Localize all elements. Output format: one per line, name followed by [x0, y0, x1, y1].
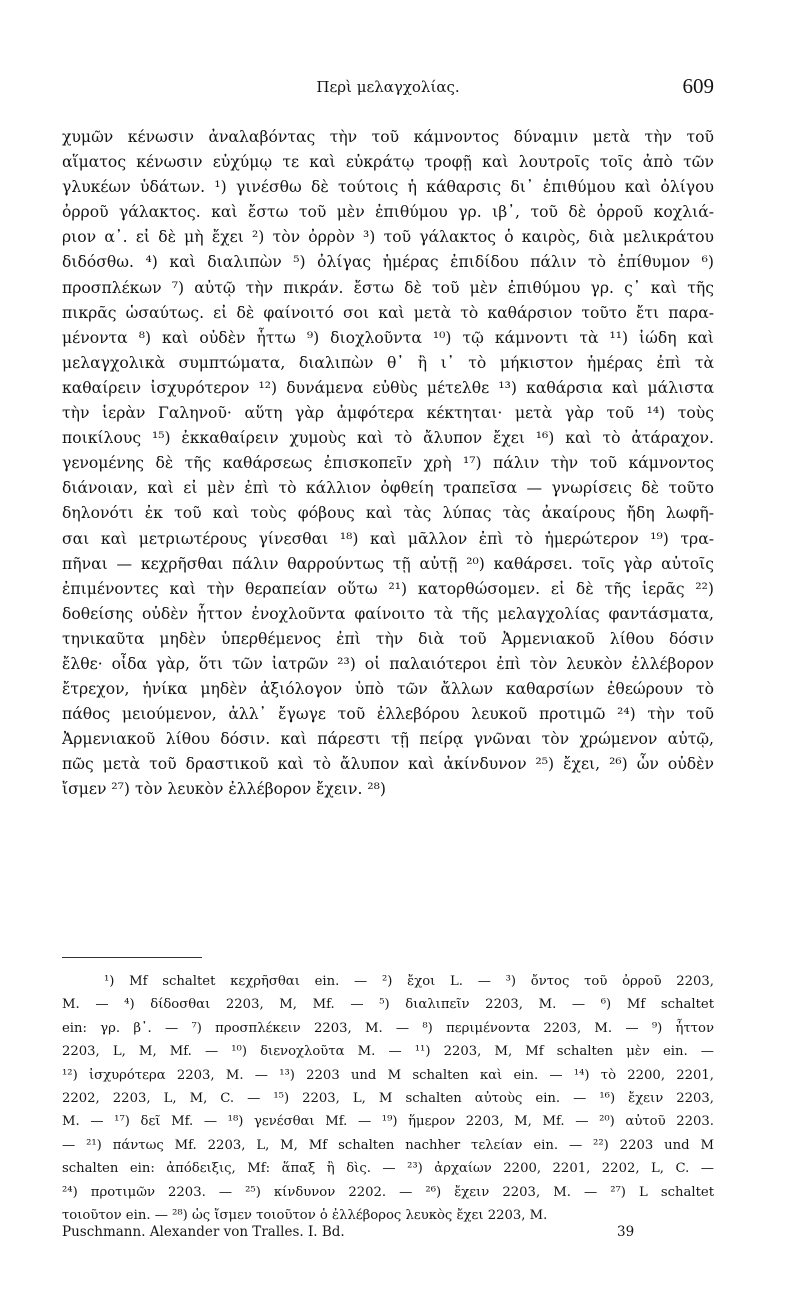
text-line: ἐπιμένοντες καὶ τὴν θεραπείαν οὕτω ²¹) κατορθώσομεν. εἰ δὲ τῆς ἱερᾶς ²²): [62, 579, 714, 598]
text-line: Ἀρμενιακοῦ λίθου δόσιν. καὶ πάρεστι τῇ πείρᾳ γνῶναι τὸν χρώμενον αὐτῷ,: [62, 730, 714, 749]
footnote-rule: [62, 957, 202, 958]
footnote-line: schalten ein: ἀπόδειξις, Mf: ἅπαξ ἢ δὶς. — ²³) ἀρχαίων 2200, 2201, 2202, L, C. —: [62, 1161, 714, 1177]
footnote-line: — ²¹) πάντως Mf. 2203, L, M, Mf schalten nachher τελείαν ein. — ²²) 2203 und M: [62, 1137, 714, 1153]
text-line: γλυκέων ὑδάτων. ¹) γινέσθω δὲ τούτοις ἡ κάθαρσις δι᾽ ἐπιθύμου καὶ ὀλίγου: [62, 178, 714, 197]
text-line: αἵματος κένωσιν εὐχύμῳ τε καὶ εὐκράτῳ τροφῇ καὶ λουτροῖς τοῖς ἀπὸ τῶν: [62, 153, 714, 172]
text-line: ποικίλους ¹⁵) ἐκκαθαίρειν χυμοὺς καὶ τὸ ἄλυπον ἔχει ¹⁶) καὶ τὸ ἀτάραχον.: [62, 429, 714, 448]
footnote-line: ein: γρ. β᾽. — ⁷) προσπλέκειν 2203, M. — ⁸) περιμένοντα 2203, M. — ⁹) ἧττον: [62, 1020, 714, 1036]
signature-number: 39: [617, 1224, 635, 1240]
text-line: πικρᾶς ὡσαύτως. εἰ δὲ φαίνοιτό σοι καὶ μετὰ τὸ καθάρσιον τοῦτο ἔτι παρα-: [62, 303, 714, 322]
text-line: σαι καὶ μετριωτέρους γίνεσθαι ¹⁸) καὶ μᾶλλον ἐπὶ τὸ ἡμερώτερον ¹⁹) τρα-: [62, 529, 714, 548]
text-line: μένοντα ⁸) καὶ οὐδὲν ἧττω ⁹) διοχλοῦντα ¹⁰) τῷ κάμνοντι τὰ ¹¹) ἰώδη καὶ: [62, 328, 714, 347]
main-text: [62, 125, 714, 803]
text-line: ἔτρεχον, ἡνίκα μηδὲν ἀξιόλογον ὑπὸ τῶν ἄλλων καθαρσίων ἐθεώρουν τὸ: [62, 680, 714, 699]
text-line: δηλονότι ἐκ τοῦ καὶ τοὺς φόβους καὶ τὰς λύπας τὰς ἀκαίρους ἤδη λωφῆ-: [62, 504, 714, 523]
text-line: διάνοιαν, καὶ εἰ μὲν ἐπὶ τὸ κάλλιον ὀφθείη τραπεῖσα — γνωρίσεις δὲ τοῦτο: [62, 479, 714, 498]
text-line: διδόσθω. ⁴) καὶ διαλιπὼν ⁵) ὀλίγας ἡμέρας ἐπιδίδου πάλιν τὸ ἐπίθυμον ⁶): [62, 253, 714, 272]
text-line: πῆναι — κεχρῆσθαι πάλιν θαρρούντως τῇ αὐτῇ ²⁰) καθάρσει. τοῖς γὰρ αὐτοῖς: [62, 554, 714, 573]
text-line: ὀρροῦ γάλακτος. καὶ ἔστω τοῦ μὲν ἐπιθύμου γρ. ιβ᾽, τοῦ δὲ ὀρροῦ κοχλιά-: [62, 203, 714, 222]
footnote-line: ¹) Mf schaltet κεχρῆσθαι ein. — ²) ἔχοι L. — ³) ὄντος τοῦ ὀρροῦ 2203,: [104, 974, 714, 989]
footnote-line: τοιοῦτον ein. — ²⁸) ὡς ἴσμεν τοιοῦτον ὁ ἐλλέβορος λευκὸς ἔχει 2203, M.: [62, 1207, 548, 1223]
footnote-line: 2203, L, M, Mf. — ¹⁰) διενοχλοῦτα M. — ¹¹) 2203, M, Mf schalten μὲν ein. —: [62, 1044, 714, 1060]
text-line: τηνικαῦτα μηδὲν ὑπερθέμενος ἐπὶ τὴν διὰ τοῦ Ἀρμενιακοῦ λίθου δόσιν: [62, 629, 714, 648]
text-line: τὴν ἱερὰν Γαληνοῦ· αὕτη γὰρ ἀμφότερα κέκτηται· μετὰ γὰρ τοῦ ¹⁴) τοὺς: [62, 404, 714, 423]
text-line: ριον α᾽. εἰ δὲ μὴ ἔχει ²) τὸν ὀρρὸν ³) τοῦ γάλακτος ὁ καιρὸς, διὰ μελικράτου: [62, 228, 714, 247]
page-number: 609: [682, 74, 714, 98]
text-line: δοθείσης οὐδὲν ἧττον ἐνοχλοῦντα φαίνοιτο τὰ τῆς μελαγχολίας φαντάσματα,: [62, 604, 714, 623]
footnote-line: M. — ¹⁷) δεῖ Mf. — ¹⁸) γενέσθαι Mf. — ¹⁹) ἥμερον 2203, M, Mf. — ²⁰) αὐτοῦ 2203.: [62, 1114, 714, 1130]
text-line: καθαίρειν ἰσχυρότερον ¹²) δυνάμενα εὐθὺς μέτελθε ¹³) καθάρσια καὶ μάλιστα: [62, 378, 714, 397]
text-line: πῶς μετὰ τοῦ δραστικοῦ καὶ τὸ ἄλυπον καὶ ἀκίνδυνον ²⁵) ἔχει, ²⁶) ὧν οὐδὲν: [62, 755, 714, 774]
text-line: μελαγχολικὰ συμπτώματα, διαλιπὼν θ᾽ ἢ ι᾽ τὸ μήκιστον ἡμέρας ἐπὶ τὰ: [62, 353, 714, 372]
running-head: [62, 74, 714, 104]
footnotes: [62, 970, 714, 1227]
text-line: προσπλέκων ⁷) αὐτῷ τὴν πικράν. ἔστω δὲ τοῦ μὲν ἐπιθύμου γρ. ς᾽ καὶ τῆς: [62, 278, 714, 297]
text-line: γενομένης δὲ τῆς καθάρσεως ἐπισκοπεῖν χρὴ ¹⁷) πάλιν τὴν τοῦ κάμνοντος: [62, 454, 714, 473]
text-line: πάθος μειούμενον, ἀλλ᾽ ἔγωγε τοῦ ἐλλεβόρου λευκοῦ προτιμῶ ²⁴) τὴν τοῦ: [62, 705, 714, 724]
footnote-line: M. — ⁴) δίδοσθαι 2203, M, Mf. — ⁵) διαλιπεῖν 2203, M. — ⁶) Mf schaltet: [62, 997, 714, 1013]
page-footer: [62, 1224, 714, 1246]
signature-line: Puschmann. Alexander von Tralles. I. Bd.: [62, 1224, 345, 1240]
footnote-line: ²⁴) προτιμῶν 2203. — ²⁵) κίνδυνον 2202. — ²⁶) ἔχειν 2203, M. — ²⁷) L schaltet: [62, 1184, 714, 1200]
footnote-line: ¹²) ἰσχυρότερα 2203, M. — ¹³) 2203 und M schalten καὶ ein. — ¹⁴) τὸ 2200, 2201,: [62, 1067, 714, 1083]
running-title: Περὶ μελαγχολίας.: [316, 78, 460, 96]
text-line: χυμῶν κένωσιν ἀναλαβόντας τὴν τοῦ κάμνοντος δύναμιν μετὰ τὴν τοῦ: [62, 128, 714, 146]
text-line: ἔλθε· οἶδα γὰρ, ὅτι τῶν ἰατρῶν ²³) οἱ παλαιότεροι ἐπὶ τὸν λευκὸν ἐλλέβορον: [62, 654, 714, 673]
footnote-line: 2202, 2203, L, M, C. — ¹⁵) 2203, L, M schalten αὐτοὺς ein. — ¹⁶) ἔχειν 2203,: [62, 1090, 714, 1106]
text-line: ἴσμεν ²⁷) τὸν λευκὸν ἐλλέβορον ἔχειν. ²⁸): [62, 780, 387, 799]
